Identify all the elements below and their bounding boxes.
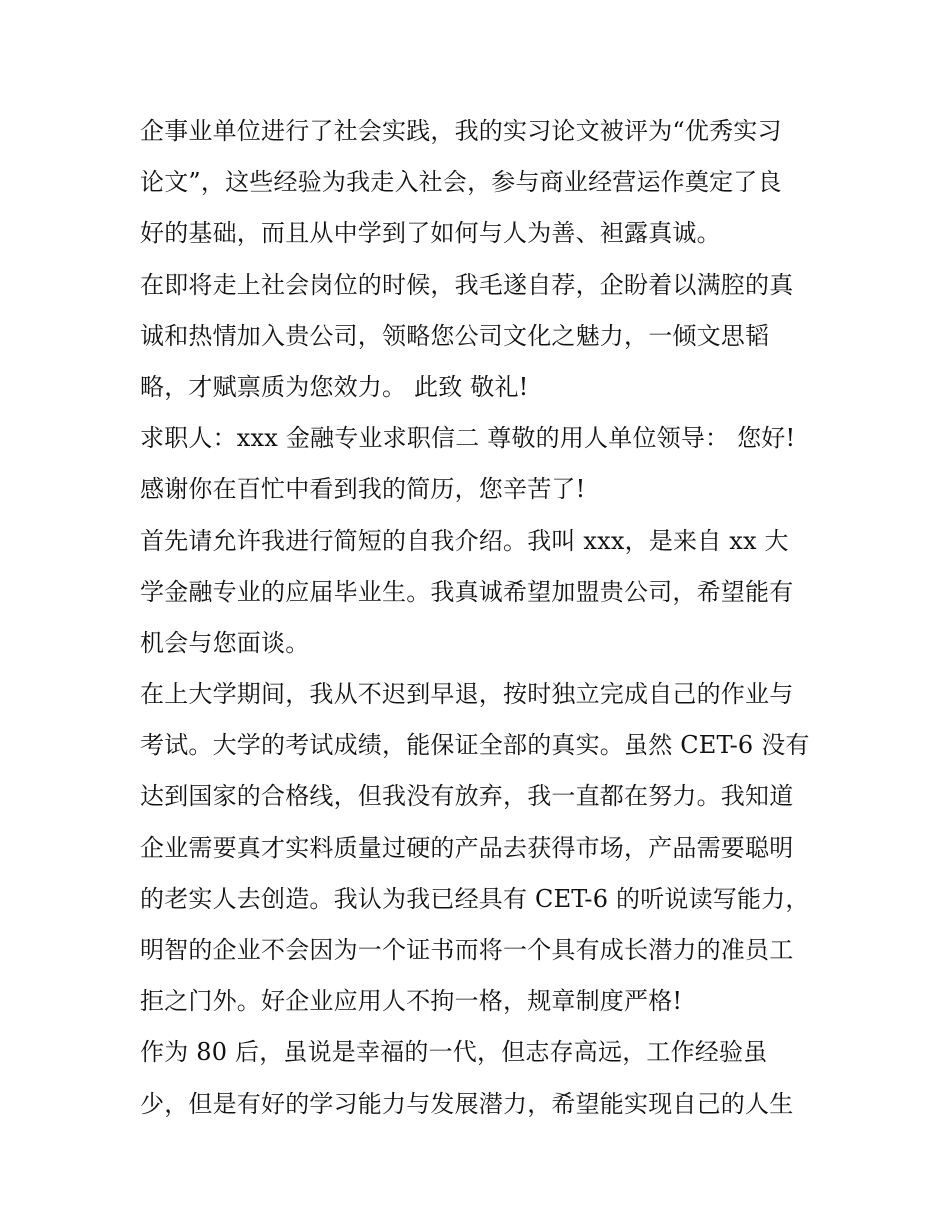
text-line: 明智的企业不会因为一个证书而将一个具有成长潜力的准员工	[140, 936, 794, 964]
text-line: 少，但是有好的学习能力与发展潜力，希望能实现自己的人生	[140, 1089, 794, 1118]
document-body	[140, 106, 830, 1130]
text-line: 好的基础，而且从中学到了如何与人为善、袒露真诚。	[140, 219, 721, 248]
text-line: 首先请允许我进行简短的自我介绍。我叫 xxx，是来自 xx 大	[140, 526, 789, 555]
text-line: 略，才赋禀质为您效力。 此致 敬礼!	[140, 372, 529, 401]
text-line: 机会与您面谈。	[140, 628, 310, 657]
text-line: 论文”，这些经验为我走入社会，参与商业经营运作奠定了良	[140, 168, 782, 197]
text-line: 考试。大学的考试成绩，能保证全部的真实。虽然 CET-6 没有	[140, 731, 810, 760]
text-line: 拒之门外。好企业应用人不拘一格，规章制度严格!	[140, 987, 683, 1016]
text-line: 在即将走上社会岗位的时候，我毛遂自荐，企盼着以满腔的真	[140, 270, 794, 299]
text-line: 的老实人去创造。我认为我已经具有 CET-6 的听说读写能力，	[140, 884, 810, 913]
text-line: 企业需要真才实料质量过硬的产品去获得市场，产品需要聪明	[140, 833, 794, 862]
text-line: 在上大学期间，我从不迟到早退，按时独立完成自己的作业与	[140, 680, 794, 709]
text-line: 企事业单位进行了社会实践，我的实习论文被评为“优秀实习	[140, 117, 782, 145]
text-line: 诚和热情加入贵公司，领略您公司文化之魅力，一倾文思韬	[140, 321, 770, 350]
text-line: 达到国家的合格线，但我没有放弃，我一直都在努力。我知道	[140, 782, 794, 811]
text-line: 感谢你在百忙中看到我的简历，您辛苦了!	[140, 475, 586, 504]
text-line: 学金融专业的应届毕业生。我真诚希望加盟贵公司，希望能有	[140, 577, 794, 606]
text-line: 作为 80 后，虽说是幸福的一代，但志存高远，工作经验虽	[140, 1038, 768, 1067]
text-line: 求职人：xxx 金融专业求职信二 尊敬的用人单位领导： 您好!	[140, 424, 796, 453]
